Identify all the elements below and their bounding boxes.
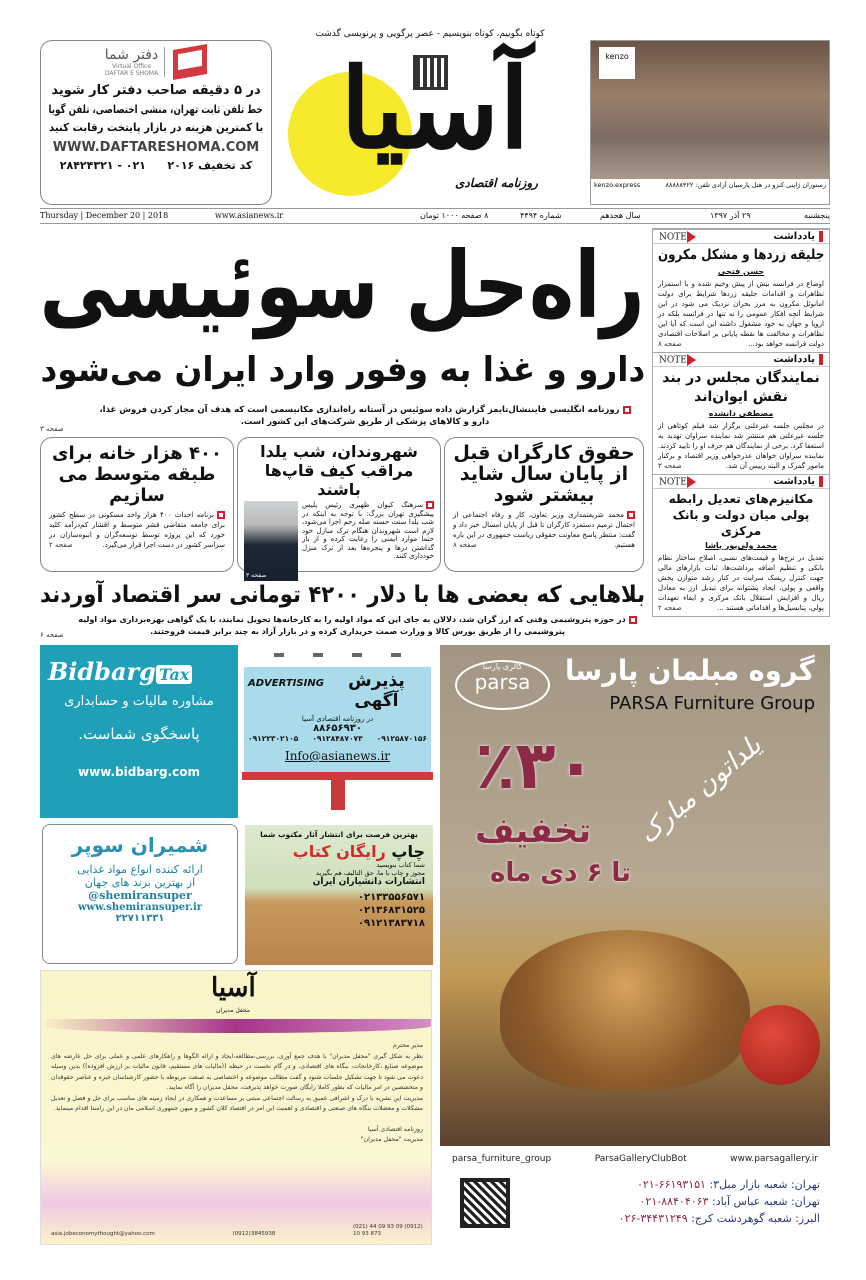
billboard-pole bbox=[331, 780, 345, 810]
note-title: مکانیزم‌های تعدیل رابطه پولی میان دولت و بانک مرکزی bbox=[668, 492, 814, 538]
shemiran-line: از بهترین برند های جهان bbox=[84, 876, 196, 889]
parsa-title: گروه مبلمان پارسا bbox=[565, 654, 815, 687]
branch-row: تهران: شعبه عباس آباد: ۰۲۱-۸۸۴۰۴۰۶۳ bbox=[639, 1195, 820, 1208]
shemiran-url[interactable]: www.shemiransuper.ir bbox=[77, 902, 203, 913]
asia-ad-sub: محفل مدیران bbox=[216, 1007, 250, 1014]
note[interactable] bbox=[653, 474, 829, 616]
ad-line: در ۵ دقیقه صاحب دفتر کار شوید bbox=[51, 83, 261, 98]
note-body: اوضاع در فرانسه بیش از پیش وخیم شده و با استمرار تظاهرات و اقدامات جلیقه زردها شرایط برای دولت امانوئل مکرون به مرز بحران نزدیک می شود در این شرایط آنچه افکار عمومی را نه تنها در فرانسه بلکه در اروپا و جهان به خود مشغول داشته این است که آیا این تظاهرات و مخالفت ها نقطه پایانی بر اصلاحات اقتصادی دولت فرانسه خواهد بود... bbox=[658, 280, 824, 348]
daftar-brand-en: Virtual Office bbox=[111, 63, 152, 70]
note-title: نمایندگان مجلس در بند نقش ایوان‌اند bbox=[662, 370, 820, 405]
year: سال هجدهم bbox=[600, 211, 641, 220]
parsa-instagram[interactable]: parsa_furniture_group bbox=[452, 1154, 552, 1164]
ad-url[interactable]: WWW.DAFTARESHOMA.COM bbox=[52, 140, 260, 155]
note-author: محمد ولی‌پور پاشا bbox=[705, 541, 777, 550]
persian-date: ۲۹ آذر ۱۳۹۷ bbox=[710, 211, 751, 220]
newspaper-logo: آسیا bbox=[340, 44, 530, 173]
asia-ad-logo: آسیا bbox=[211, 973, 256, 1003]
daftar-brand-en2: DAFTAR E SHOMA bbox=[104, 70, 159, 77]
ad-code: کد تخفیف ۲۰۱۶ bbox=[167, 159, 253, 172]
article-body: برنامه احداث ۴۰۰ هزار واحد مسکونی در سطح کشور برای جامعه متقاضی قشر متوسط و اقشار کم‌درآمد کلید خورد که این پروژه توسط توسعه‌گران و انبوه‌سازان در سراسر کشور در دست اجرا قرار می‌گیرد. صفحه ۲ bbox=[49, 511, 225, 549]
note-label: یادداشت bbox=[773, 476, 823, 487]
book-phone: ۰۲۱۳۳۵۵۶۵۷۱ bbox=[357, 892, 425, 903]
dateline bbox=[40, 208, 830, 224]
note[interactable] bbox=[653, 229, 829, 352]
kenzo-ad[interactable] bbox=[590, 40, 830, 205]
article-400k-homes[interactable] bbox=[40, 437, 234, 572]
page-ref: صفحه ۲ bbox=[658, 604, 682, 612]
note-en-label: NOTE bbox=[659, 476, 704, 488]
parsa-branches bbox=[520, 1176, 820, 1227]
logo-subtitle: روزنامه اقتصادی bbox=[455, 176, 538, 190]
shemiran-phone: ۲۲۷۱۱۳۳۱ bbox=[115, 913, 165, 924]
advertising-phone: ۸۸۶۵۶۹۳۰ bbox=[313, 723, 362, 734]
parsa-until: تا ۶ دی ماه bbox=[490, 858, 631, 888]
asia-ad-email[interactable]: asia.jobeconomythought@yahoo.com bbox=[51, 1231, 155, 1237]
english-date: Thursday | December 20 | 2018 bbox=[40, 211, 169, 220]
article-yalda-safety[interactable] bbox=[237, 437, 441, 579]
asia-managers-ad[interactable] bbox=[40, 970, 432, 1245]
book-title: چاپ bbox=[391, 842, 425, 861]
parsa-logo bbox=[455, 660, 550, 710]
shemiran-brand: شمیران سوپر bbox=[71, 833, 209, 857]
parsa-discount-word: تخفیف bbox=[475, 811, 592, 851]
advertising-email[interactable]: Info@asianews.ir bbox=[284, 749, 391, 763]
parsa-title-en: PARSA Furniture Group bbox=[609, 693, 815, 714]
book-phone: ۰۲۱۳۶۸۳۱۵۲۵ bbox=[357, 905, 425, 916]
daftar-logo-icon bbox=[173, 44, 207, 80]
page-ref: صفحه ۶ bbox=[40, 631, 64, 639]
shemiran-ad[interactable] bbox=[42, 824, 238, 964]
bottom-lead: در حوزه پتروشیمی وقتی که ارز گران شد، دلالان به جای این که مواد اولیه را به کارخانه‌ها تحویل نمایند، با یک گواهی بهره‌برداری مواد اولیه پتروشیمی را از طریق بورس کالا و وزارت صمت خریداری کرده و در بازار آزاد به چند برابر قیمت فروختند. bbox=[70, 614, 645, 638]
book-line: بهترین فرصت برای انتشار آثار مکتوب شما bbox=[260, 830, 418, 839]
bidbarg-ad[interactable] bbox=[40, 645, 238, 818]
bidbarg-brand: Bidbarg bbox=[48, 657, 156, 686]
advertising-line: در روزنامه اقتصادی آسیا bbox=[301, 715, 374, 723]
book-title-red: رایگان کتاب bbox=[292, 842, 386, 861]
page-ref: صفحه ۳ bbox=[40, 425, 64, 433]
police-photo bbox=[244, 501, 298, 581]
note[interactable] bbox=[653, 352, 829, 474]
ad-line: خط تلفن ثابت تهران، منشی اختصاصی، تلفن گویا bbox=[48, 103, 264, 116]
note-author: حسن فتحی bbox=[717, 267, 765, 276]
article-body: سرهنگ کیوان ظهیری رئیس پلیس پیشگیری تهران بزرگ: با توجه به اینکه در شب یلدا سنت حسنه صله رحم اجرا می‌شود، لازم است شهروندان هنگام ترک منازل خود حتما موارد ایمنی را رعایت کرده و از باز گذاشتن درها و پنجره‌ها بعد از ترک منزل خودداری کنند. bbox=[302, 501, 434, 560]
advertising-phone: ۰۹۱۲۵۸۷۰۱۵۶ bbox=[376, 734, 427, 743]
article-workers-wages[interactable] bbox=[444, 437, 644, 572]
main-lead bbox=[90, 404, 640, 428]
shemiran-instagram[interactable]: @shemiransuper bbox=[88, 889, 192, 902]
note-body: تعدیل در نرخ‌ها و قیمت‌های نسبی، اصلاح ساختار نظام بانکی و تنظیم اضافه برداشت‌ها، ثبات بازارهای مالی جهت کنترل ریسک سرایت در کنار رشد متوازن بخش واقعی و پولی، ایجاد پشتوانه برای تبدیل ارز به معادل ریال و افزایش استقلال بانک مرکزی و ایفاء تعهدات پولی، پتانسیل‌ها و اقداماتی هستند ... bbox=[658, 554, 824, 612]
parsa-furniture-ad[interactable] bbox=[440, 645, 830, 1245]
parsa-logo-en: parsa bbox=[474, 670, 531, 694]
note-en-label: NOTE bbox=[659, 354, 704, 366]
ad-line: با کمترین هزینه در بازار پایتخت رقابت کنید bbox=[48, 121, 264, 134]
parsa-telegram[interactable]: ParsaGalleryClubBot bbox=[594, 1154, 687, 1164]
billboard-base bbox=[242, 772, 433, 780]
advertising-phone: ۰۹۱۲۸۴۸۷۰۷۳ bbox=[312, 734, 363, 743]
advertising-title: پذیرش آگهی bbox=[348, 671, 405, 711]
note-body: در مجلس جلسه غیرعلنی برگزار شد فیلم کوتاهی از جلسه غیرعلنی هم منتشر شد نماینده سراوان تهدید به استعفا کرد. برخی از نمایندگان هم حرف او را تایید کردند. نماینده سراوان خواهان عذرخواهی وزیر اقتصاد و برکنار مامور گمرک و البته رییس آن شد. bbox=[658, 422, 824, 470]
page-ref: صفحه ۸ bbox=[658, 340, 682, 348]
kenzo-logo: kenzo bbox=[599, 47, 635, 79]
kenzo-photo bbox=[591, 41, 829, 179]
page-ref: صفحه ۸ bbox=[453, 541, 477, 549]
kenzo-caption: رستوران ژاپنی کنزو در هتل پارسیان آزادی تلفن: ۸۸۸۸۸۴۲۲ bbox=[665, 181, 826, 189]
note-label: یادداشت bbox=[773, 231, 823, 242]
parsa-greeting: یلداتون مبارک bbox=[632, 730, 768, 850]
parsa-qr-icon bbox=[460, 1178, 510, 1228]
bidbarg-line: مشاوره مالیات و حسابداری bbox=[64, 694, 214, 709]
note-label: یادداشت bbox=[773, 354, 823, 365]
asia-ad-mobile: (0912)3845938 bbox=[232, 1231, 276, 1237]
page-ref: صفحه ۳ bbox=[246, 572, 267, 579]
daftar-brand: دفتر شما bbox=[104, 47, 159, 63]
book-publisher: انتشارات دانشیاران ایران bbox=[312, 877, 425, 887]
bidbarg-tag: Tax bbox=[156, 665, 192, 684]
branch-row: البرز: شعبه گوهردشت کرج: ۰۲۶-۳۴۴۳۱۲۴۹ bbox=[618, 1212, 820, 1225]
pomegranate-photo bbox=[740, 1005, 820, 1085]
article-title: حقوق کارگران قبل از پایان سال شاید بیشتر شود bbox=[453, 442, 635, 506]
daftar-shoma-ad[interactable] bbox=[40, 40, 272, 205]
parsa-website[interactable]: www.parsagallery.ir bbox=[730, 1154, 818, 1164]
parsa-discount: ٪۳۰ bbox=[475, 727, 596, 804]
note-en-label: NOTE bbox=[659, 231, 704, 243]
issue-number: شماره ۴۴۹۴ bbox=[520, 211, 562, 220]
kenzo-instagram: kenzo.express bbox=[594, 181, 641, 189]
asia-ad-sign: روزنامه اقتصادی آسیا bbox=[367, 1125, 423, 1133]
article-body: محمد شریعتمداری وزیر تعاون، کار و رفاه اجتماعی از احتمال ترمیم دستمزد کارگران تا قبل از پایان امسال خبر داد و گفت: منتظر پاسخ معاونت حقوقی ریاست جمهوری در این باره هستیم. صفحه ۸ bbox=[453, 511, 635, 549]
note-title: جلیقه زردها و مشکل مکرون bbox=[657, 247, 825, 263]
shemiran-line: ارائه کننده انواع مواد غذایی bbox=[77, 863, 203, 876]
asia-wave bbox=[41, 1019, 431, 1033]
main-headline[interactable]: راه‌حل سوئیسی bbox=[39, 232, 646, 339]
asia-ad-phones: (021) 44 09 93 09 (0912) 10 93 873 bbox=[352, 1224, 423, 1237]
article-title: شهروندان، شب یلدا مراقب کیف قاپ‌ها باشند bbox=[260, 442, 418, 499]
notes-column bbox=[652, 228, 830, 617]
bidbarg-line: پاسخگوی شماست. bbox=[78, 725, 200, 743]
pages-price: ۸ صفحه ۱۰۰۰ تومان bbox=[420, 211, 489, 220]
branch-row: تهران: شعبه بازار مبل۳: ۰۲۱-۶۶۱۹۳۱۵۱ bbox=[636, 1178, 820, 1191]
asia-ad-salute: مدیر محترم bbox=[392, 1042, 423, 1049]
advertising-en: ADVERTISING bbox=[248, 678, 324, 689]
weekday: پنجشنبه bbox=[803, 211, 830, 220]
bidbarg-url[interactable]: www.bidbarg.com bbox=[78, 765, 200, 779]
advertising-phone: ۰۹۱۲۲۳۰۲۱۰۵ bbox=[248, 734, 299, 743]
website[interactable]: www.asianews.ir bbox=[215, 211, 284, 220]
billboard-lamps bbox=[240, 645, 435, 667]
advertising-ad[interactable] bbox=[240, 645, 435, 818]
note-author: مصطفی دانشده bbox=[708, 409, 774, 418]
main-lead-text: روزنامه انگلیسی فایننشال‌تایمز گزارش داده سوئیس در آستانه راه‌اندازی مکانیسمی است که هدف آن مجاز کردن فروش غذا، دارو و کالاهای پزشکی از طریق شرکت‌های این کشور است. bbox=[99, 405, 620, 427]
asia-ad-body: مدیریت این نشریه با درک و اشرافی عمیق به رسالت اجتماعی مبتنی بر مساعدت و همکاری در ایجاد زمینه های مناسب برای حل و فصل و تعدیل مشکلات و معضلات بنگاه های صنعتی و اقتصادی و اهمیت این امر در اقتصاد کلان کشور و میهن جمهوری اسلامی مان در این راستا اقدام مینماید. bbox=[51, 1094, 423, 1112]
slogan: کوتاه بگوییم، کوتاه بنویسیم - عصر پرگویی و پرنویسی گذشت bbox=[315, 29, 545, 39]
asia-ad-body: نظر به شکل گیری "محفل مدیران" با هدف جمع آوری، بررسی،مطالعه،ایجاد و ارائه الگوها و راهکارهای علمی و عملی برای حل عارضه های موضوعه صنایع ،کارخانجات، بنگاه های اقتصادی، و در گام نخست در حیطه ((مالیات های مستقیم، قانون مالیات بر ارزش افزوده)) بدین وسیله دعوت می شود تا جهت تشکیل جلسات شنود و گفت مطالب موضوعه و اختصاصی به صنعت مربوطه با حضور کارشناسان خبره و عناصر حقوقدان و متخصصین در امر مالیات که بطور کاملا رایگان صورت خواهد پذیرفت، محفل مدیران را آگاه نمایید. bbox=[51, 1052, 423, 1091]
nuts-bowl-photo bbox=[500, 930, 750, 1090]
ad-phone: ۰۲۱ - ۲۸۴۲۴۳۲۱ bbox=[59, 159, 146, 172]
page-ref: صفحه ۲ bbox=[49, 541, 73, 549]
page-ref: صفحه ۳ bbox=[658, 462, 682, 470]
asia-ad-sign: مدیریت "محفل مدیران" bbox=[360, 1136, 423, 1143]
article-title: ۴۰۰ هزار خانه برای طبقه متوسط می سازیم bbox=[51, 443, 222, 506]
book-line: شما کتاب بنویسید bbox=[376, 861, 425, 869]
bottom-headline[interactable]: بلاهایی که بعضی ها با دلار ۴۲۰۰ تومانی سر اقتصاد آوردند bbox=[39, 582, 646, 608]
book-line: مجوز و چاپ با ما، حق التالیف هم بگیرید bbox=[315, 869, 425, 877]
main-subheadline: دارو و غذا به وفور وارد ایران می‌شود bbox=[40, 350, 645, 390]
book-printing-ad[interactable] bbox=[245, 825, 433, 965]
parsa-logo-fa: گالری پارسا bbox=[482, 662, 523, 671]
bullet-icon bbox=[623, 406, 631, 414]
book-phone: ۰۹۱۲۱۳۸۳۷۱۸ bbox=[357, 918, 425, 929]
